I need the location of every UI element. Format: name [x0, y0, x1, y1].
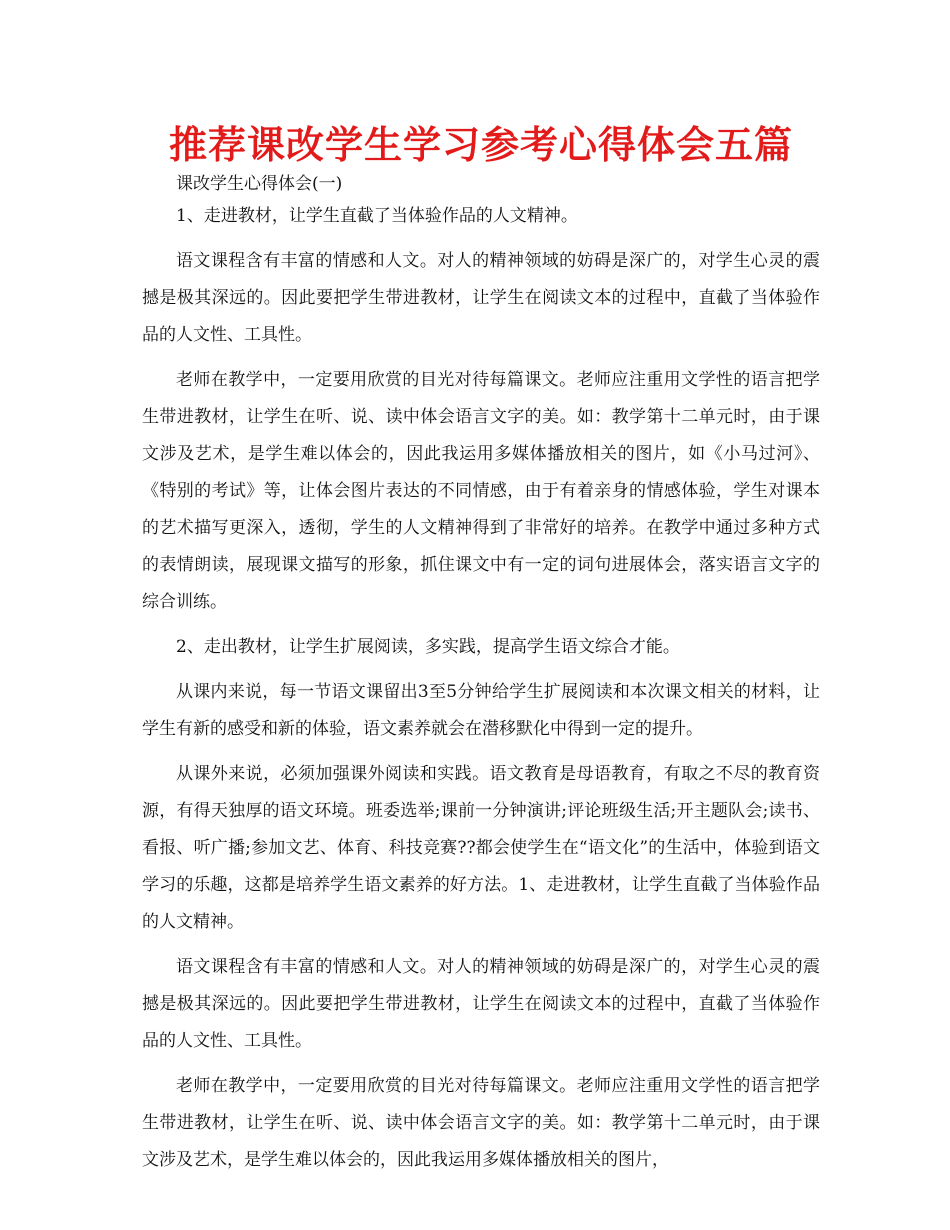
paragraph-7: 语文课程含有丰富的情感和人文。对人的精神领域的妨碍是深广的，对学生心灵的震撼是极其深远的。因此要把学生带进教材，让学生在阅读文本的过程中，直截了当体验作品的人文性、工具性。 [142, 957, 820, 1051]
paragraph-3: 老师在教学中，一定要用欣赏的目光对待每篇课文。老师应注重用文学性的语言把学生带进教材，让学生在听、说、读中体会语言文字的美。如：教学第十二单元时，由于课文涉及艺术，是学生难以体会的，因此我运用多媒体播放相关的图片，如《小马过河》、《特别的考试》等，让体会图片表达的不同情感，由于有着亲身的情感体验，学生对课本的艺术描写更深入，透彻，学生的人文精神得到了非常好的培养。在教学中通过多种方式的表情朗读，展现课文描写的形象，抓住课文中有一定的词句进展体会，落实语言文字的综合训练。 [142, 370, 820, 612]
paragraph-4: 2、走出教材，让学生扩展阅读，多实践，提高学生语文综合才能。 [176, 637, 680, 657]
document-title: 推荐课改学生学习参考心得体会五篇 [168, 123, 793, 167]
document-subtitle: 课改学生心得体会(一) [176, 174, 343, 194]
paragraph-6: 从课外来说，必须加强课外阅读和实践。语文教育是母语教育，有取之不尽的教育资源，有得天独厚的语文环境。班委选举;课前一分钟演讲;评论班级生活;开主题队会;读书、看报、听广播;参加文艺、体育、科技竞赛??都会使学生在“语文化”的生活中，体验到语文学习的乐趣，这都是培养学生语文素养的好方法。1、走进教材，让学生直截了当体验作品的人文精神。 [142, 764, 820, 932]
paragraph-5: 从课内来说，每一节语文课留出3至5分钟给学生扩展阅读和本次课文相关的材料，让学生有新的感受和新的体验，语文素养就会在潜移默化中得到一定的提升。 [142, 682, 820, 739]
paragraph-2: 语文课程含有丰富的情感和人文。对人的精神领域的妨碍是深广的，对学生心灵的震撼是极其深远的。因此要把学生带进教材，让学生在阅读文本的过程中，直截了当体验作品的人文性、工具性。 [142, 251, 820, 345]
document-body [142, 198, 820, 1179]
paragraph-8: 老师在教学中，一定要用欣赏的目光对待每篇课文。老师应注重用文学性的语言把学生带进教材，让学生在听、说、读中体会语言文字的美。如：教学第十二单元时，由于课文涉及艺术，是学生难以体会的，因此我运用多媒体播放相关的图片， [142, 1076, 820, 1170]
paragraph-1: 1、走进教材，让学生直截了当体验作品的人文精神。 [176, 206, 578, 226]
